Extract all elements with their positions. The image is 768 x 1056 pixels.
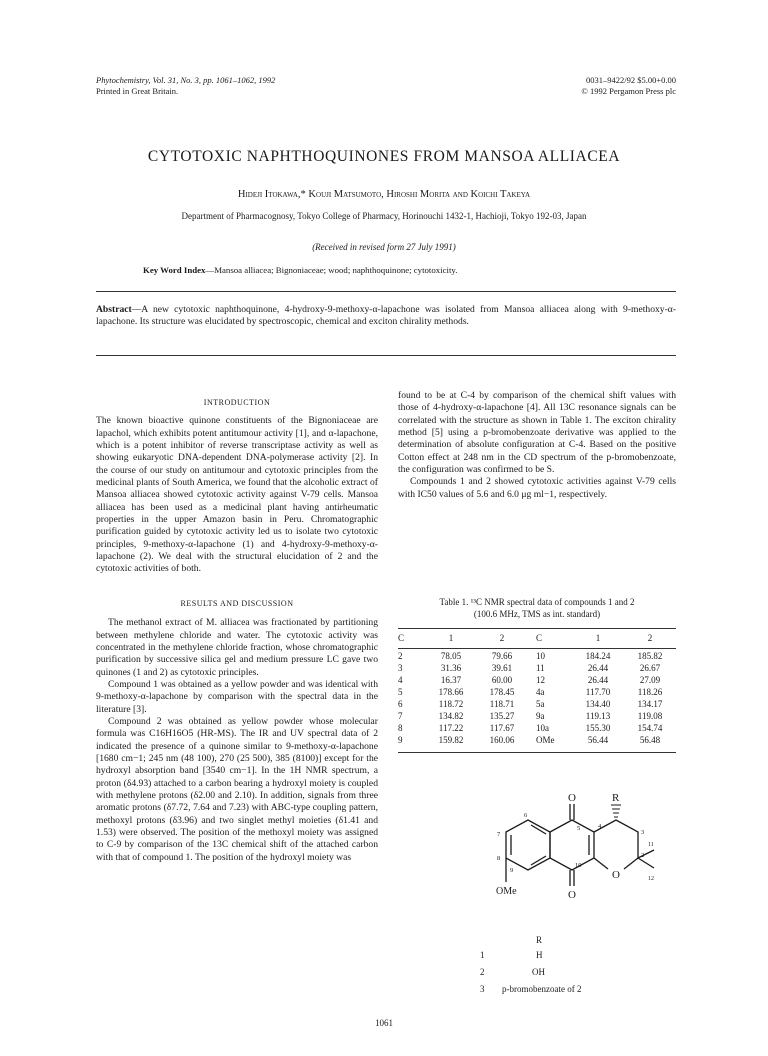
table-cell: 5 [398,687,403,697]
atom-number: 7 [497,831,501,838]
table-cell: 6 [398,699,403,709]
right-paragraph-2: Compounds 1 and 2 showed cytotoxic activities against V-79 cells with IC50 values of 5.6 and 6.0 μg ml−1, respectively. [398,476,676,500]
table-cell: 118.71 [489,699,515,709]
atom-number: 5 [577,825,581,832]
structure-labels [496,792,654,901]
keywords-text: —Mansoa alliacea; Bignoniaceae; wood; naphthoquinone; cytotoxicity. [205,265,458,275]
table-rule-top [398,628,676,629]
keywords [143,265,457,275]
stereo-bond [611,805,621,817]
table-header-cell: C [536,633,543,643]
table-cell: 155.30 [585,723,611,733]
table-cell: 134.40 [585,699,611,709]
table-cell: 16.37 [440,675,462,685]
table-cell: 31.36 [440,663,462,673]
atom-number: 3 [641,829,645,836]
keywords-label: Key Word Index [143,265,206,275]
table-cell: 26.67 [639,663,661,673]
table-cell: OMe [536,735,555,745]
table-header-cell: C [398,633,405,643]
table-header-cell: 1 [448,633,454,643]
table-cell: 3 [398,663,403,673]
table-cell: 119.08 [637,711,663,721]
atom-number: 4 [598,823,602,830]
table-cell: 178.66 [438,687,464,697]
left-column [96,397,378,864]
legend-r: OH [532,967,545,977]
table-cell: 39.61 [491,663,513,673]
table-row [398,698,676,710]
legend-r: p-bromobenzoate of 2 [502,984,582,994]
atom-number: 11 [648,842,654,848]
table-row [398,734,676,746]
table-cell: 117.22 [438,723,464,733]
table-header-cell: 2 [499,633,505,643]
table-cell: 117.67 [489,723,515,733]
atom-label: O [568,889,576,901]
page-number: 1061 [375,1018,393,1028]
atom-number: 6 [524,812,528,819]
table-cell: 4 [398,675,403,685]
table-row [398,674,676,686]
atom-label: O [612,869,620,881]
table-cell: 10a [536,723,549,733]
results-paragraph-2: Compound 1 was obtained as a yellow powder and was identical with 9-methoxy-α-lapachone by comparison with the spectral data in the literature [3]. [96,678,378,715]
table-cell: 26.44 [587,675,609,685]
results-paragraph-3: Compound 2 was obtained as yellow powder whose molecular formula was C16H16O5 (HR-MS). The IR and UV spectral data of 2 indicated the presence of a quinone similar to 9-methoxy-α-lapachone [1680 cm−1; 245 nm (48 100), 270 (25 500), 385 (8100)] except for the hydroxyl absorption band [3540 cm−1]. In the 1H NMR spectrum, a proton (δ4.93) attached to a carbon bearing a hydroxyl moiety is coupled with methylene protons (δ2.00 and 2.10). In addition, signals from three aromatic protons (δ7.72, 7.64 and 7.23) with ABC-type coupling pattern, methoxyl protons (δ3.96) and two singlet methyl moieties (δ1.41 and 1.53) were observed. The position of the methoxyl moiety was assigned to C-9 by comparison of the 13C chemical shift of the attached carbon with that of compound 1. The position of the hydroxyl moiety was [96,715,378,863]
table-cell: 184.24 [585,651,611,661]
table-cell: 159.82 [438,735,464,745]
journal-citation: Phytochemistry, Vol. 31, No. 3, pp. 1061–1062, 1992 Printed in Great Britain. [96,75,276,96]
table-cell: 119.13 [585,711,611,721]
table-cell: 8 [398,723,403,733]
results-paragraph-1: The methanol extract of M. alliacea was fractionated by partitioning between methylene chloride and water. The cytotoxic activity was concentrated in the methylene chloride fraction, whose chromatographic purification by successive silica gel and medium pressure LC gave two quinones (1 and 2) as cytotoxic principles. [96,617,378,678]
table-cell: 135.27 [489,711,515,721]
table-cell: 60.00 [491,675,513,685]
legend-header: R [536,935,543,945]
table-caption [398,597,676,620]
received-date: (Received in revised form 27 July 1991) [312,242,456,252]
table-body [398,644,676,746]
table-caption-line-1: Table 1. ¹³C NMR spectral data of compounds 1 and 2 [439,597,635,607]
table-cell: 160.06 [489,735,515,745]
table-cell: 4a [536,687,545,697]
table-row [398,662,676,674]
divider-top [96,291,676,292]
table-cell: 134.17 [637,699,663,709]
table-cell: 178.45 [489,687,515,697]
table-header-cell: 2 [647,633,653,643]
table-rule-mid [398,648,676,649]
table-cell: 12 [536,675,545,685]
copyright-notice: 0031–9422/92 $5.00+0.00 © 1992 Pergamon Press plc [581,75,676,96]
legend-r: H [536,950,543,960]
table-cell: 117.70 [585,687,611,697]
atom-number: 10 [575,862,582,869]
table-cell: 154.74 [637,723,663,733]
intro-heading: INTRODUCTION [203,398,271,407]
legend-num: 3 [480,984,485,994]
right-paragraph-1: found to be at C-4 by comparison of the chemical shift values with those of 4-hydroxy-α-lapachone [4]. All 13C resonance signals can be correlated with the structure as shown in Table 1. The exciton chirality method [5] using a p-bromobenzoate derivative was applied to the determination of absolute configuration at C-4. Based on the positive Cotton effect at 248 nm in the CD spectrum of the p-bromobenzoate, the configuration was confirmed to be S. [398,390,676,476]
table-cell: 78.05 [440,651,462,661]
table-row [398,686,676,698]
table-cell: 26.44 [587,663,609,673]
table-rule-bottom [398,752,676,753]
naphthoquinone-structure [460,790,660,930]
table-cell: 118.72 [438,699,464,709]
abstract [96,304,676,329]
table-cell: 134.82 [438,711,464,721]
table-row [398,710,676,722]
affiliation: Department of Pharmacognosy, Tokyo College of Pharmacy, Horinouchi 1432-1, Hachioji, Tokyo 192-03, Japan [181,211,587,221]
nmr-table [398,632,676,746]
table-row [398,650,676,662]
structure-bonds [506,804,654,886]
table-cell: 185.82 [637,651,663,661]
divider-bottom [96,355,676,356]
atom-number: 8 [497,855,501,862]
table-cell: 9a [536,711,545,721]
table-cell: 118.26 [637,687,663,697]
table-header-cell: 1 [595,633,601,643]
author-list: Hideji Itokawa,* Kouji Matsumoto, Hiroshi Morita and Koichi Takeya [237,189,531,200]
article-title: CYTOTOXIC NAPHTHOQUINONES FROM MANSOA ALLIACEA [147,148,621,165]
atom-number: 2 [641,852,645,859]
abstract-text: —A new cytotoxic naphthoquinone, 4-hydroxy-9-methoxy-α-lapachone was isolated from Mansoa alliacea along with 9-methoxy-α-lapachone. Its structure was elucidated by spectroscopic, chemical and exciton chirality methods. [96,304,676,328]
atom-number: 12 [648,876,654,882]
table-cell: 27.09 [639,675,661,685]
table-header-row [398,632,676,644]
results-heading: RESULTS AND DISCUSSION [180,598,294,608]
table-cell: 56.44 [587,735,609,745]
legend-num: 1 [480,950,485,960]
atom-number: 9 [510,867,514,874]
atom-label: O [568,792,576,804]
table-cell: 11 [536,663,545,673]
atom-label: R [612,792,620,804]
abstract-label: Abstract [96,304,132,315]
table-cell: 79.66 [491,651,513,661]
table-cell: 7 [398,711,403,721]
legend-num: 2 [480,967,485,977]
table-caption-line-2: (100.6 MHz, TMS as int. standard) [473,608,601,619]
intro-paragraph: The known bioactive quinone constituents of the Bignoniaceae are lapachol, which exhibits potent antitumour activity [1], and α-lapachone, which is a potent inhibitor of reverse transcriptase activity as well as showing eukaryotic DNA-dependent DNA-polymerase activity [2]. In the course of our study on antitumour and cytotoxic principles from the medicinal plants of South America, we found that the alcoholic extract of Mansoa alliacea showed cytotoxic activity against V-79 cells. Mansoa alliacea has been used as a medicinal plant having antirheumatic properties in the upper Amazon basin in Peru. Chromatographic purification guided by cytotoxic activity led us to isolate two cytotoxic principles, 9-methoxy-α-lapachone (1) and 4-hydroxy-9-methoxy-α-lapachone (2). We deal with the structural elucidation of 2 and the cytotoxic activities of both. [96,415,378,575]
right-column [398,390,676,501]
table-cell: 56.48 [639,735,661,745]
table-cell: 2 [398,651,403,661]
table-cell: 10 [536,651,545,661]
atom-label: OMe [496,886,517,897]
table-cell: 5a [536,699,545,709]
table-cell: 9 [398,735,403,745]
table-row [398,722,676,734]
